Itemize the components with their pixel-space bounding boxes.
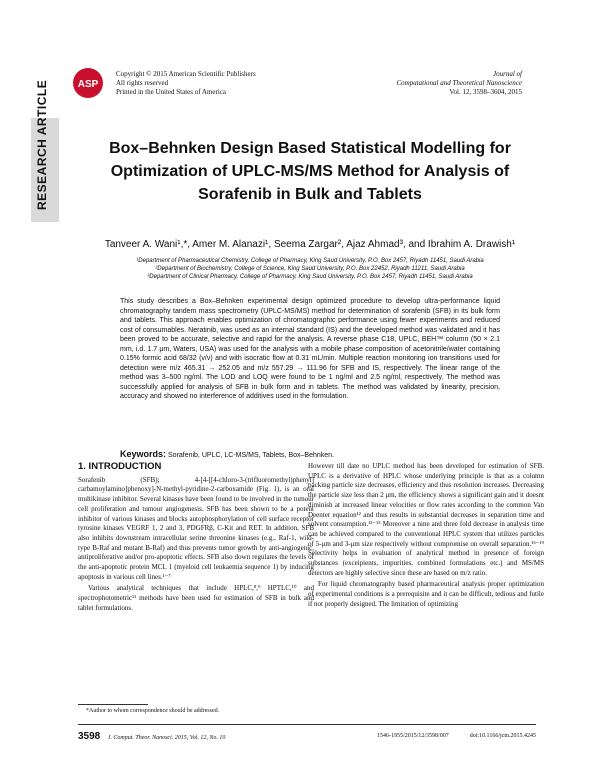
copyright-line: Copyright © 2015 American Scientific Publishers	[116, 70, 256, 78]
keywords	[120, 449, 500, 459]
keywords-label: Keywords:	[120, 449, 167, 459]
paper-title: Box–Behnken Design Based Statistical Modelling for Optimization of UPLC-MS/MS Method for Analysis of Sorafenib in Bulk and Tablets	[109, 140, 511, 203]
section-heading: 1. INTRODUCTION	[78, 461, 162, 472]
intro-paragraph-2: Various analytical techniques that include HPLC,⁸,⁹ HPTLC,¹⁰ and spectrophotometric¹¹ methods have been used for estimation of SFB in bulk and tablet formulations.	[78, 584, 314, 612]
copyright-block	[116, 70, 256, 97]
intro-paragraph-1: Sorafenib (SFB); 4-[4-[[4-chloro-3-(trifluoromethyl)phenyl] carbamoylamino]phenoxy]-N-methyl-pyridine-2-carboxamide (Fig. 1), is an oral multikinase inhibitor. Several kinases have been found to be involved in the tumour cell proliferation and tumour angiogenesis. SFB has been shown to be a potent inhibitor of various kinases and blocks autophosphorylation of cell surface receptor tyrosine kinases VEGRF 1, 2 and 3, PDGFRβ, C-Kit and RET. In addition, SFB also inhibits downstream intracellular serine threonine kinases (e.g., Raf-1, wild-type B-Raf and mutant B-Raf) and thus prevents tumor growth by anti-angiogenic, antiproliferative and/or pro-apoptotic effects. SFB also down regulates the levels of the anti-apoptotic protein MCL 1 (myeloid cell leukaemia sequence 1) by inducing apoptosis in various cell lines.¹⁻⁷	[78, 475, 314, 581]
journal-citation: J. Comput. Theor. Nanosci. 2015, Vol. 12, No. 10	[107, 735, 226, 741]
right-column	[308, 462, 544, 612]
author-list: Tanveer A. Wani¹,*, Amer M. Alanazi¹, Seema Zargar², Ajaz Ahmad³, and Ibrahim A. Drawish¹	[104, 239, 516, 250]
rights-line: All rights reserved	[116, 79, 169, 87]
journal-volume: Vol. 12, 3598–3604, 2015	[449, 88, 522, 96]
affiliation-1: ¹Department of Pharmaceutical Chemistry, College of Pharmacy, King Saud University, P.O. Box 2457, Riyadh 11451, Saudi Arabia	[136, 258, 484, 264]
printed-line: Printed in the United States of America	[116, 88, 227, 96]
footnote: *Author to whom correspondence should be addressed.	[86, 708, 220, 714]
intro-paragraph-3: However till date no UPLC method has been developed for estimation of SFB. UPLC is a derivative of HPLC whose underlying principle is that as a column packing particle size decreases, efficiency and thus resolution increases. Decreasing the particle size less than 2 μm, the efficiency shows a significant gain and it doesnt diminish at increased linear velocities or flow rates according to the common Van Deenter equation¹² and thus results in substantial decreases in separation time and solvent consumption.¹³⁻¹⁵ Moreover a nine and three fold decrease in analysis time can be achieved compared to the conventional HPLC system that utilizes particles of 5-μm and 3-μm size respectively without compromise on overall separation.¹⁶⁻¹⁹ Selectivity helps in evaluation of analytical method in presence of foreign substances (exceipients, impurities, combined formulations etc.) and MS/MS detectors are highly selective since these are based on m/z ratio.	[308, 462, 544, 577]
footnote-rule	[78, 704, 148, 705]
sidebar	[0, 0, 70, 781]
page-number: 3598	[78, 731, 101, 742]
journal-block	[396, 70, 522, 97]
left-column	[78, 462, 314, 616]
asp-logo-text: ASP	[77, 79, 99, 90]
journal-name: Computational and Theoretical Nanoscience	[396, 79, 522, 87]
abstract: This study describes a Box–Behnken experimental design optimized procedure to develop ultra-performance liquid chromatography tandem mass spectrometry (UPLC-MS/MS) method for determination of sorafenib (SFB) in its bulk form and tablets. This approach enables optimization of chromatographic performance using fewer experiments and reduced cost of consumables. Neratinib, was used as an internal standard (IS) and the developed method was validated and it has been proved to be accurate, selective and rapid for the analysis. A reverse phase C18, UPLC, BEH™ column (50 × 2.1 mm, i.d. 1.7 μm, Waters, USA) was used for the analysis with a mobile phase composition of acetonitrile/water containing 0.15% formic acid 68/32 (v/v) and with isocratic flow at 0.31 mL/min. Multiple reaction monitoring ion transitions used for detection were m/z 465.31 → 252.05 and m/z 557.29 → 111.96 for SFB and IS, respectively. The linear range of the method was 3–500 ng/ml. The LOD and LOQ were found to be 1 ng/ml and 2.5 ng/ml, respectively. The method was successfully applied for analysis of SFB in bulk form and in tablets. The method was validated by linearity, precision, accuracy and showed no interference of additives used in the formulation.	[120, 298, 500, 400]
affiliation-2: ²Department of Biochemistry, College of Science, King Saud University, P.O. Box 22452, Riyadh 11211, Saudi Arabia	[155, 266, 465, 272]
article-type-label: RESEARCH ARTICLE	[35, 79, 49, 210]
journal-of: Journal of	[493, 70, 522, 78]
intro-paragraph-4: For liquid chromatography based pharmaceutical analysis proper optimization of experimental conditions is a prerequisite and it can be difficult, tedious and futile if not properly designed. The limitation of optimizing	[308, 580, 544, 608]
keywords-text: Sorafenib, UPLC, LC-MS/MS, Tablets, Box–Behnken.	[167, 452, 334, 459]
footer-rule	[78, 724, 536, 725]
doi: doi:10.1166/jctn.2015.4245	[469, 733, 536, 739]
affiliation-3: ³Department of Clinical Pharmacy, College of Pharmacy, King Saud University, P.O. Box 2457, Riyadh 11451, Saudi Arabia	[147, 274, 473, 280]
affiliations	[80, 257, 540, 281]
issn: 1546-1955/2015/12/3598/007	[377, 733, 449, 739]
asp-logo	[72, 67, 104, 99]
